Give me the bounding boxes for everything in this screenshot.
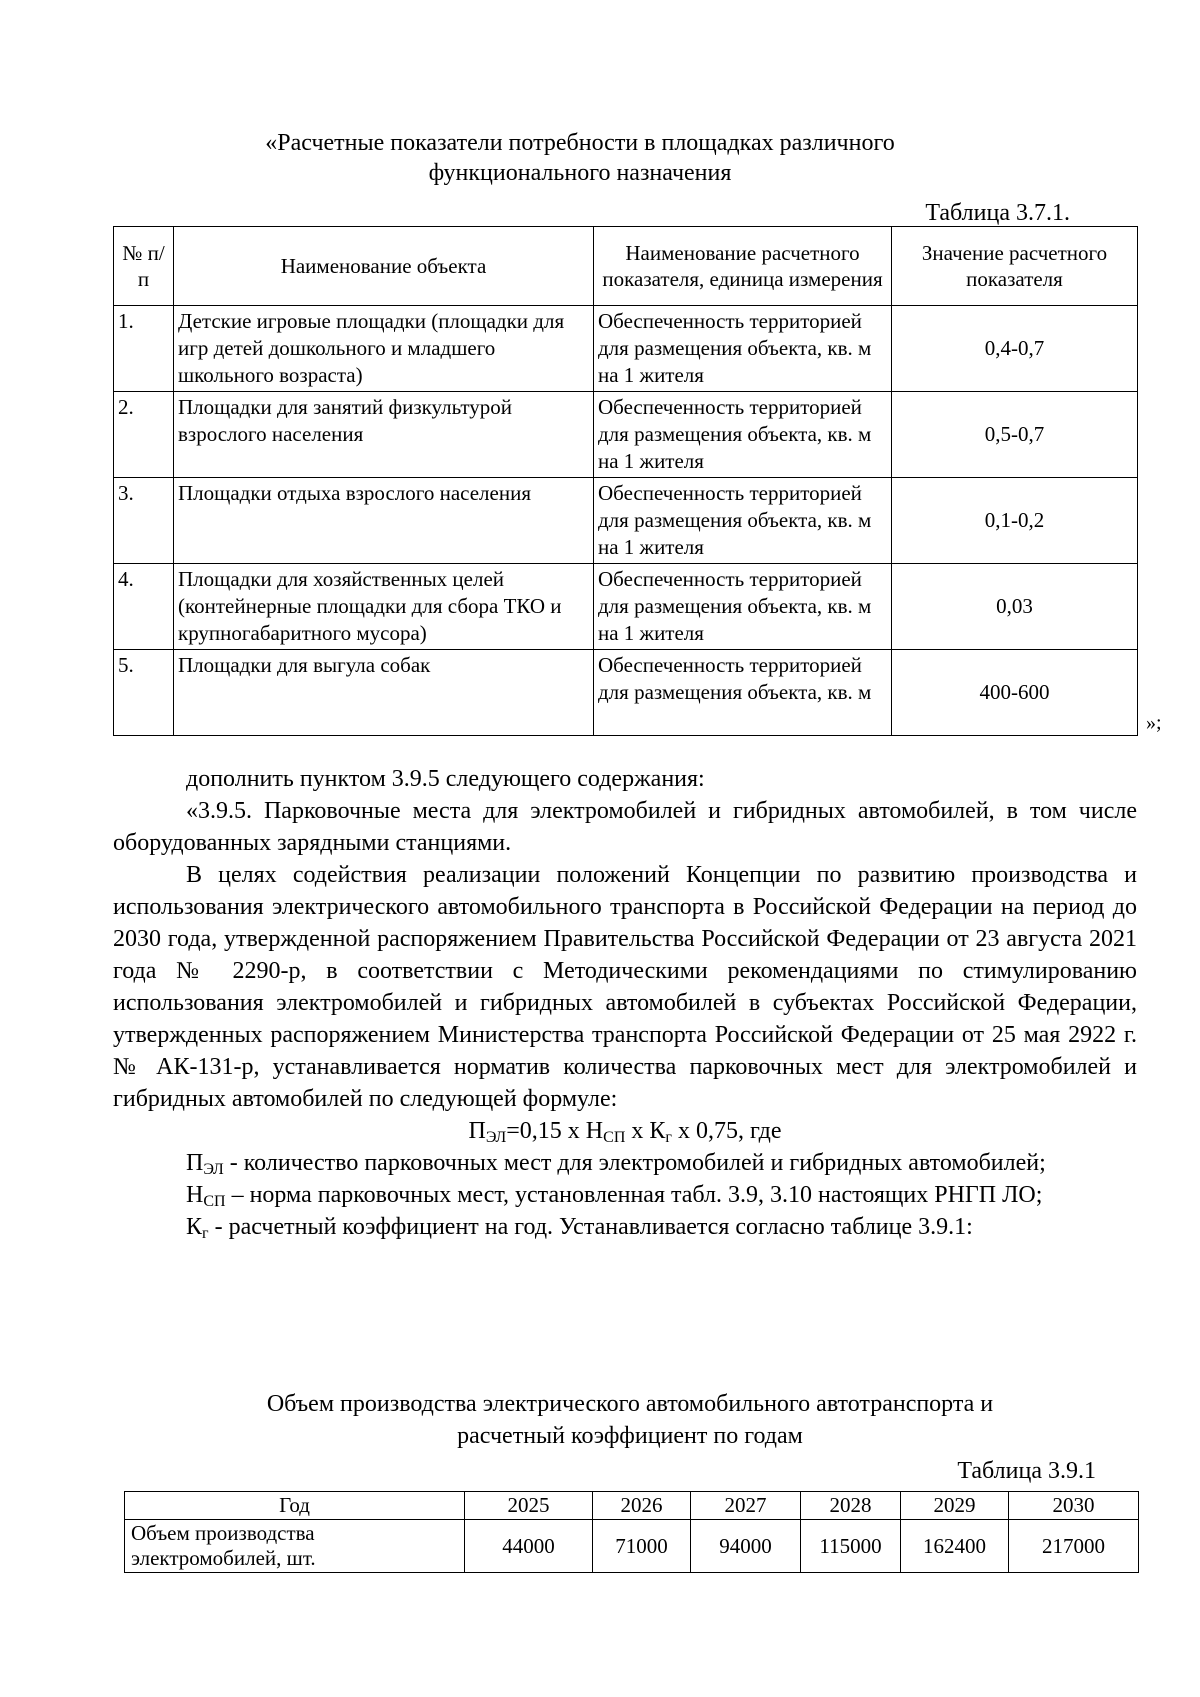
table-row [114,478,1138,564]
row-value: 400-600 [892,650,1138,736]
table-3-9-1 [124,1491,1139,1573]
row-value: 0,5-0,7 [892,392,1138,478]
row-num: 5. [114,650,174,736]
production-value: 71000 [593,1520,691,1573]
year-cell: 2028 [801,1492,901,1520]
table-row [114,650,1138,736]
year-cell: 2027 [691,1492,801,1520]
row-indicator: Обеспеченность территорией для размещения объекта, кв. м на 1 жителя [594,564,892,650]
table1-label: Таблица 3.7.1. [925,200,1070,226]
row-object: Детские игровые площадки (площадки для игр детей дошкольного и младшего школьного возраста) [174,306,594,392]
header-object: Наименование объекта [174,227,594,306]
row-object: Площадки для занятий физкультурой взрослого населения [174,392,594,478]
year-header: Год [125,1492,465,1520]
year-cell: 2030 [1009,1492,1139,1520]
table1-title [200,128,960,188]
row-value: 0,4-0,7 [892,306,1138,392]
header-value: Значение расчетного показателя [892,227,1138,306]
row-indicator: Обеспеченность территорией для размещения объекта, кв. м на 1 жителя [594,392,892,478]
row-indicator: Обеспеченность территорией для размещения объекта, кв. м на 1 жителя [594,306,892,392]
row-num: 3. [114,478,174,564]
year-cell: 2026 [593,1492,691,1520]
table1-header-row [114,227,1138,306]
production-value: 115000 [801,1520,901,1573]
table1-title-line2: функционального назначения [428,160,732,186]
production-label: Объем производства электромобилей, шт. [125,1520,465,1573]
paragraph-3-9-5: «3.9.5. Парковочные места для электромобилей и гибридных автомобилей, в том числе оборудованных зарядными станциями. [113,798,1137,856]
table2-header-row [125,1492,1139,1520]
paragraph-concept: В целях содействия реализации положений Концепции по развитию производства и использования электрического автомобильного транспорта в Российской Федерации на период до 2030 года, утвержденной распоряжением Правительства Российской Федерации от 23 августа 2021 года № 2290-р, в соответствии с Методическими рекомендациями по стимулированию использования электромобилей и гибридных автомобилей в субъектах Российской Федерации, утвержденных распоряжением Министерства транспорта Российской Федерации от 25 мая 2922 г. № АК-131-р, устанавливается норматив количества парковочных мест для электромобилей и гибридных автомобилей по следующей формуле: [113,862,1137,1112]
row-object: Площадки отдыха взрослого населения [174,478,594,564]
production-value: 44000 [465,1520,593,1573]
row-num: 4. [114,564,174,650]
formula: $П_{ЭЛ}=0,15$ х $Н_{СП}$ х $К_г$ х 0,75, где [468,1118,782,1146]
row-object: Площадки для хозяйственных целей (контейнерные площадки для сбора ТКО и крупногабаритного мусора) [174,564,594,650]
table2-title [200,1388,1060,1452]
table-row [114,392,1138,478]
row-indicator: Обеспеченность территорией для размещения объекта, кв. м на 1 жителя [594,478,892,564]
definition-p-el: $П_{ЭЛ}$ - количество парковочных мест для электромобилей и гибридных автомобилей; [186,1150,1046,1178]
row-value: 0,1-0,2 [892,478,1138,564]
row-indicator: Обеспеченность территорией для размещения объекта, кв. м [594,650,892,736]
table2-values-row [125,1520,1139,1573]
year-cell: 2025 [465,1492,593,1520]
table1-title-line1: «Расчетные показатели потребности в площадках различного [265,130,895,156]
definition-n-sp: $Н_{СП}$ – норма парковочных мест, установленная табл. 3.9, 3.10 настоящих РНГП ЛО; [186,1182,1043,1210]
row-value: 0,03 [892,564,1138,650]
production-value: 94000 [691,1520,801,1573]
production-value: 162400 [901,1520,1009,1573]
table-row [114,306,1138,392]
table-3-7-1 [113,226,1138,736]
header-indicator: Наименование расчетного показателя, единица измерения [594,227,892,306]
production-value: 217000 [1009,1520,1139,1573]
body-text [113,763,1137,1243]
table2-title-line1: Объем производства электрического автомобильного автотранспорта и [266,1391,994,1417]
row-num: 2. [114,392,174,478]
row-num: 1. [114,306,174,392]
year-cell: 2029 [901,1492,1009,1520]
paragraph-intro: дополнить пунктом 3.9.5 следующего содержания: [186,766,705,792]
table-row [114,564,1138,650]
definition-k-g: $К_г$ - расчетный коэффициент на год. Устанавливается согласно таблице 3.9.1: [186,1214,973,1242]
row-object: Площадки для выгула собак [174,650,594,736]
header-num: № п/п [114,227,174,306]
table2-label: Таблица 3.9.1 [957,1458,1096,1484]
quote-close: »; [1146,712,1162,734]
table2-title-line2: расчетный коэффициент по годам [457,1423,803,1449]
